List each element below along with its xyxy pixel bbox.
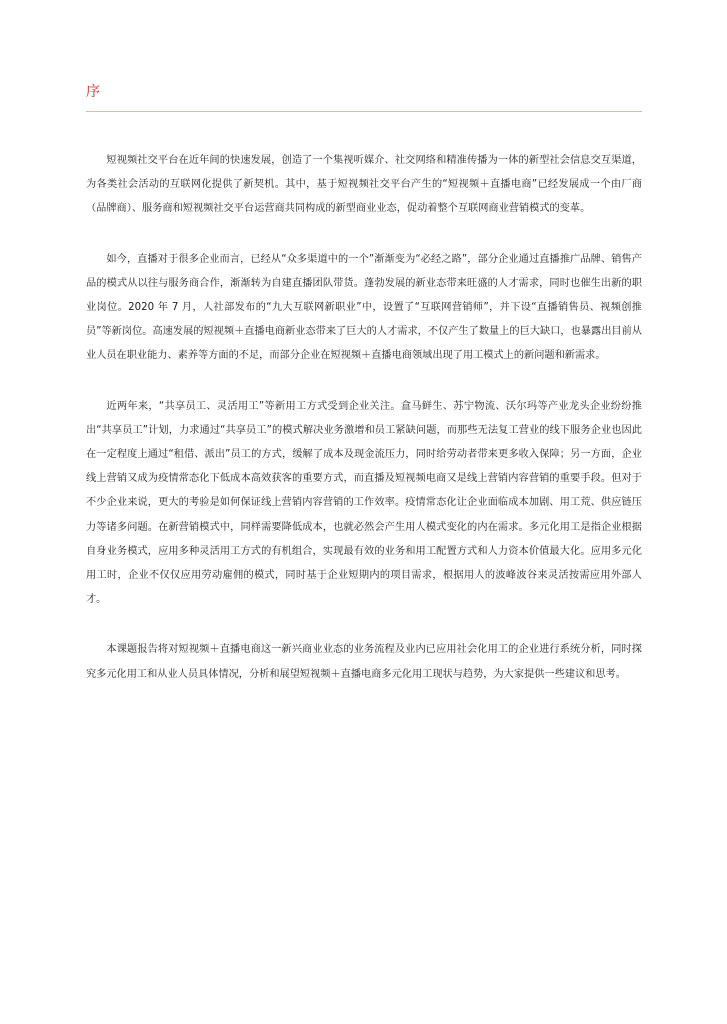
paragraph-4: 本课题报告将对短视频＋直播电商这一新兴商业业态的业务流程及业内已应用社会化用工的企业进行系统分析，同时探究多元化用工和从业人员具体情况，分析和展望短视频＋直播电商多元化用工现状与趋势，为大家提供一些建议和思考。 — [86, 644, 642, 680]
body-text — [86, 149, 642, 713]
paragraph-3: 近两年来，“共享员工、灵活用工”等新用工方式受到企业关注。盒马鲜生、苏宁物流、沃尔玛等产业龙头企业纷纷推出“共享员工”计划，力求通过“共享员工”的模式解决业务激增和员工紧缺问题，而那些无法复工营业的线下服务企业也因此在一定程度上通过“租借、派出”员工的方式，缓解了成本及现金流压力，同时给劳动者带来更多收入保障；另一方面，企业线上营销又成为疫情常态化下低成本高效获客的重要方式，而直播及短视频电商又是线上营销内容营销的重要手段。但对于不少企业来说，更大的考验是如何保证线上营销内容营销的工作效率。疫情常态化让企业面临成本加剧、用工荒、供应链压力等诸多问题。在新营销模式中，同样需要降低成本，也就必然会产生用人模式变化的内在需求。多元化用工是指企业根据自身业务模式，应用多种灵活用工方式的有机组合，实现最有效的业务和用工配置方式和人力资本价值最大化。应用多元化用工时，企业不仅仅应用劳动雇佣的模式，同时基于企业短期内的项目需求，根据用人的波峰波谷来灵活按需应用外部人才。 — [86, 400, 642, 606]
paragraph-2: 如今，直播对于很多企业而言，已经从“众多渠道中的一个”渐渐变为“必经之路”，部分企业通过直播推广品牌、销售产品的模式从以往与服务商合作，渐渐转为自建直播团队带货。蓬勃发展的新业态带来旺盛的人才需求，同时也催生出新的职业岗位。2020 年 7 月，人社部发布的“九大互联网新职业”中，设置了“互联网营销师”，并下设“直播销售员、视频创推员”等新岗位。高速发展的短视频＋直播电商新业态带来了巨大的人才需求，不仅产生了数量上的巨大缺口，也暴露出目前从业人员在职业能力、素养等方面的不足，而部分企业在短视频＋直播电商领域出现了用工模式上的新问题和新需求。 — [86, 253, 642, 362]
heading-divider — [86, 111, 642, 112]
section-heading: 序 — [86, 84, 100, 100]
paragraph-1: 短视频社交平台在近年间的快速发展，创造了一个集视听媒介、社交网络和精准传播为一体的新型社会信息交互渠道，为各类社会活动的互联网化提供了新契机。其中，基于短视频社交平台产生的“短视频＋直播电商”已经发展成一个由厂商（品牌商）、服务商和短视频社交平台运营商共同构成的新型商业业态，促动着整个互联网商业营销模式的变革。 — [86, 155, 642, 215]
